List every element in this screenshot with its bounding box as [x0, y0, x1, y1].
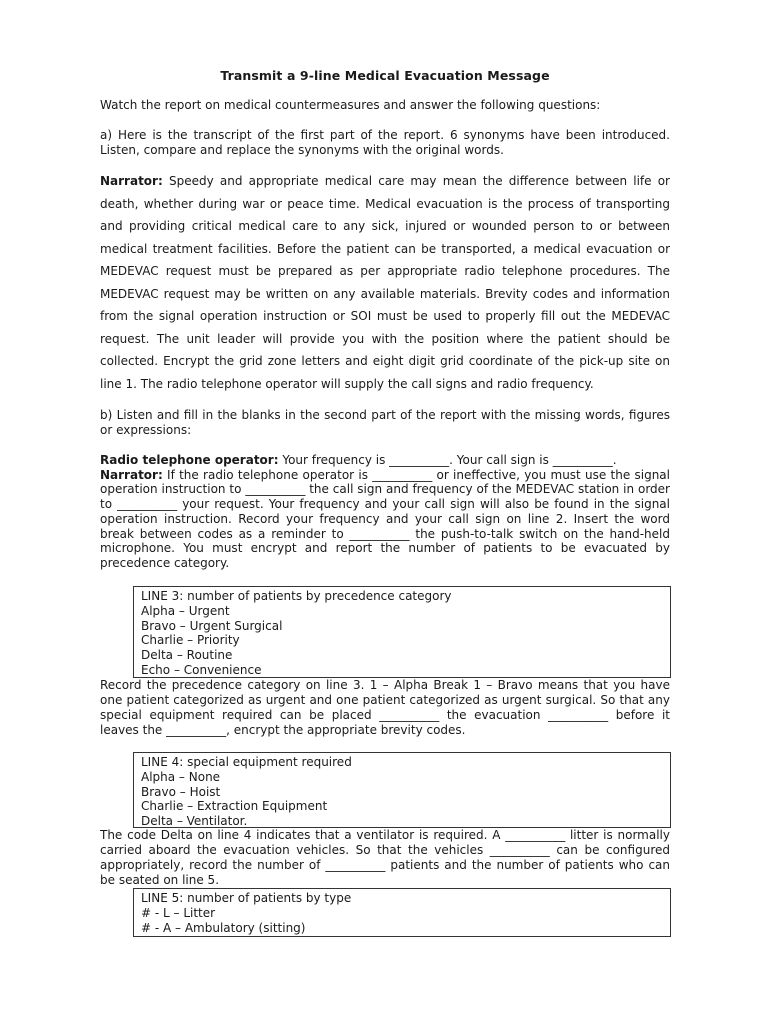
document-title: Transmit a 9-line Medical Evacuation Message	[220, 68, 550, 83]
rto-text: Your frequency is __________. Your call sign is __________.	[282, 453, 617, 467]
line5-item: # - A – Ambulatory (sitting)	[141, 920, 306, 935]
narrator-label: Narrator:	[100, 174, 163, 188]
part-a-instructions: a) Here is the transcript of the first part of the report. 6 synonyms have been introduced. Listen, compare and replace the synonyms with the original words.	[100, 128, 670, 157]
line5-box	[133, 888, 671, 937]
narrator-text: Speedy and appropriate medical care may mean the difference between life or death, whether during war or peace time. Medical evacuation is the process of transporting and providing critical medical care to any sick, injured or wounded person to or between medical treatment facilities. Before the patient can be transported, a medical evacuation or MEDEVAC request must be prepared as per appropriate radio telephone procedures. The MEDEVAC request may be written on any available materials. Brevity codes and information from the signal operation instruction or SOI must be used to properly fill out the MEDEVAC request. The unit leader will provide you with the position where the patient should be collected. Encrypt the grid zone letters and eight digit grid coordinate of the pick-up site on line 1. The radio telephone operator will supply the call signs and radio frequency.	[100, 174, 670, 391]
line4-heading: LINE 4: special equipment required	[141, 755, 352, 769]
line4-box	[133, 752, 671, 828]
line3-heading: LINE 3: number of patients by precedence category	[141, 589, 452, 603]
line3-item: Echo – Convenience	[141, 662, 262, 677]
line4-item: Delta – Ventilator.	[141, 814, 248, 829]
fill-in-transcript	[100, 453, 670, 571]
line3-box	[133, 586, 671, 678]
line3-paragraph: Record the precedence category on line 3. 1 – Alpha Break 1 – Bravo means that you have one patient categorized as urgent and one patient categorized as urgent surgical. So that any special equipment required can be placed __________ the evacuation __________ before it leaves the __________, encrypt the appropriate brevity codes.	[100, 678, 670, 737]
line4-item: Charlie – Extraction Equipment	[141, 799, 328, 814]
line4-item: Bravo – Hoist	[141, 784, 221, 799]
narrator2-text: If the radio telephone operator is __________ or ineffective, you must use the signal operation instruction to __________ the call sign and frequency of the MEDEVAC station in order to __________ your request. Your frequency and your call sign will also be found in the signal operation instruction. Record your frequency and your call sign on line 2. Insert the word break between codes as a reminder to __________ the push-to-talk switch on the hand-held microphone. You must encrypt and report the number of patients to be evacuated by precedence category.	[100, 467, 670, 570]
line5-heading: LINE 5: number of patients by type	[141, 891, 352, 905]
line3-item: Delta – Routine	[141, 648, 233, 663]
line4-item: Alpha – None	[141, 769, 221, 784]
narrator-transcript	[100, 170, 670, 395]
line3-item: Bravo – Urgent Surgical	[141, 618, 283, 633]
line4-paragraph: The code Delta on line 4 indicates that a ventilator is required. A __________ litter is normally carried aboard the evacuation vehicles. So that the vehicles __________ can be configured appropriately, record the number of __________ patients and the number of patients who can be seated on line 5.	[100, 828, 670, 887]
line5-item: # - L – Litter	[141, 905, 216, 920]
line3-item: Alpha – Urgent	[141, 603, 230, 618]
rto-label: Radio telephone operator:	[100, 453, 279, 467]
intro-text: Watch the report on medical countermeasures and answer the following questions:	[100, 98, 601, 112]
line3-item: Charlie – Priority	[141, 633, 240, 648]
part-b-instructions: b) Listen and fill in the blanks in the second part of the report with the missing words, figures or expressions:	[100, 408, 670, 437]
narrator2-label: Narrator:	[100, 467, 163, 482]
